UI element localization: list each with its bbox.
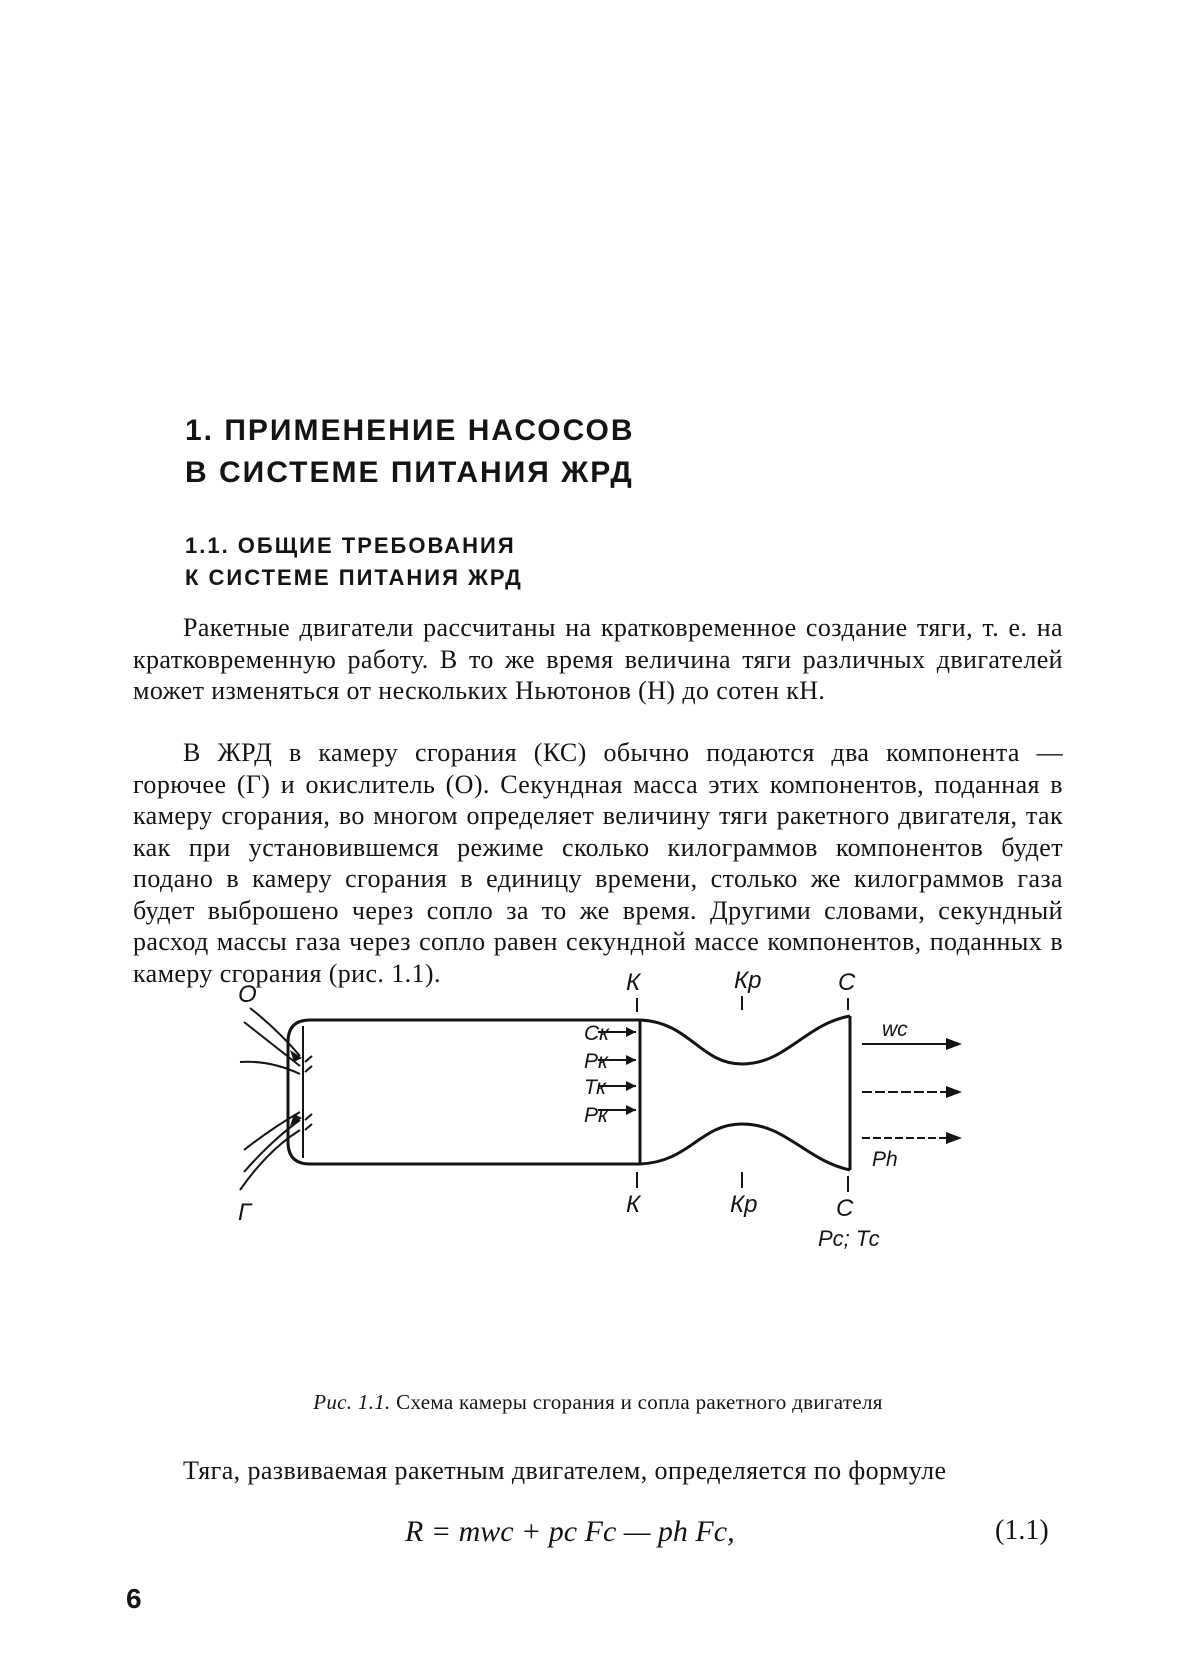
label-ph: Рh: [872, 1148, 898, 1171]
arrowhead-exhaust-1: [946, 1038, 962, 1050]
chapter-heading-line-2: В СИСТЕМЕ ПИТАНИЯ ЖРД: [185, 456, 634, 489]
arrowhead-pk-1: [626, 1055, 636, 1065]
label-pk-2: Рк: [584, 1104, 608, 1127]
label-tk: Тк: [584, 1076, 607, 1099]
section-heading-line-2: К СИСТЕМЕ ПИТАНИЯ ЖРД: [185, 565, 523, 590]
arrowhead-pk-2: [626, 1105, 636, 1115]
figure-caption: [133, 1390, 1063, 1415]
paragraph-1-text: Ракетные двигатели рассчитаны на кратковременное создание тяги, т. е. на кратковременную работу. В то же время величина тяги различных двигателей может изменяться от нескольких Ньютонов (Н) до сотен кН.: [133, 613, 1063, 705]
label-pc-tc: Рс; Тс: [818, 1226, 880, 1251]
label-wc: wс: [882, 1018, 908, 1041]
nozzle-upper-contour: [640, 1016, 850, 1064]
arrowhead-tk: [626, 1081, 636, 1091]
label-pk-1: Рк: [584, 1050, 608, 1073]
label-c-bottom: С: [836, 1195, 854, 1222]
figure-caption-text: Схема камеры сгорания и сопла ракетного двигателя: [396, 1390, 883, 1414]
chapter-heading-line-1: 1. ПРИМЕНЕНИЕ НАСОСОВ: [185, 414, 635, 447]
arrowhead-ck: [626, 1027, 636, 1037]
page-number: 6: [126, 1583, 142, 1614]
label-ck: Ск: [584, 1022, 610, 1045]
figure-caption-label: Рис. 1.1.: [313, 1390, 391, 1414]
fuel-feed-line-1: [244, 1120, 300, 1172]
label-kr-top: Кр: [734, 967, 762, 994]
fuel-feed-line-2: [240, 1130, 300, 1190]
arrowhead-exhaust-3: [946, 1132, 962, 1144]
section-heading-line-1: 1.1. ОБЩИЕ ТРЕБОВАНИЯ: [185, 533, 516, 558]
label-k-top: К: [626, 969, 641, 996]
equation-number: (1.1): [995, 1515, 1049, 1546]
nozzle-lower-contour: [640, 1124, 850, 1170]
paragraph-3: [133, 1455, 1063, 1487]
label-c-top: С: [838, 969, 856, 996]
thrust-formula: R = mwс + pс Fс — ph Fс,: [405, 1515, 735, 1548]
arrowhead-exhaust-2: [946, 1086, 962, 1098]
injector-ticks: [305, 1056, 312, 1130]
label-k-bottom: К: [626, 1191, 641, 1218]
oxidizer-feed-line-3: [240, 1062, 300, 1074]
label-oxidizer: О: [238, 981, 257, 1008]
paragraph-3-text: Тяга, развиваемая ракетным двигателем, определяется по формуле: [183, 1456, 947, 1485]
label-fuel: Г: [238, 1199, 252, 1226]
label-kr-bottom: Кр: [730, 1191, 758, 1218]
paragraph-2-text: В ЖРД в камеру сгорания (КС) обычно подаются два компонента — горючее (Г) и окислитель (О). Секундная масса этих компонентов, поданная в камеру сгорания, во многом определяет величину тяги ракетного двигателя, так как при установившемся режиме сколько килограммов компонентов будет подано в камеру сгорания в единицу времени, столько же килограммов газа будет выброшено через сопло за то же время. Другими словами, секундный расход массы газа через сопло равен секундной массе компонентов, поданных в камеру сгорания (рис. 1.1).: [133, 738, 1063, 988]
